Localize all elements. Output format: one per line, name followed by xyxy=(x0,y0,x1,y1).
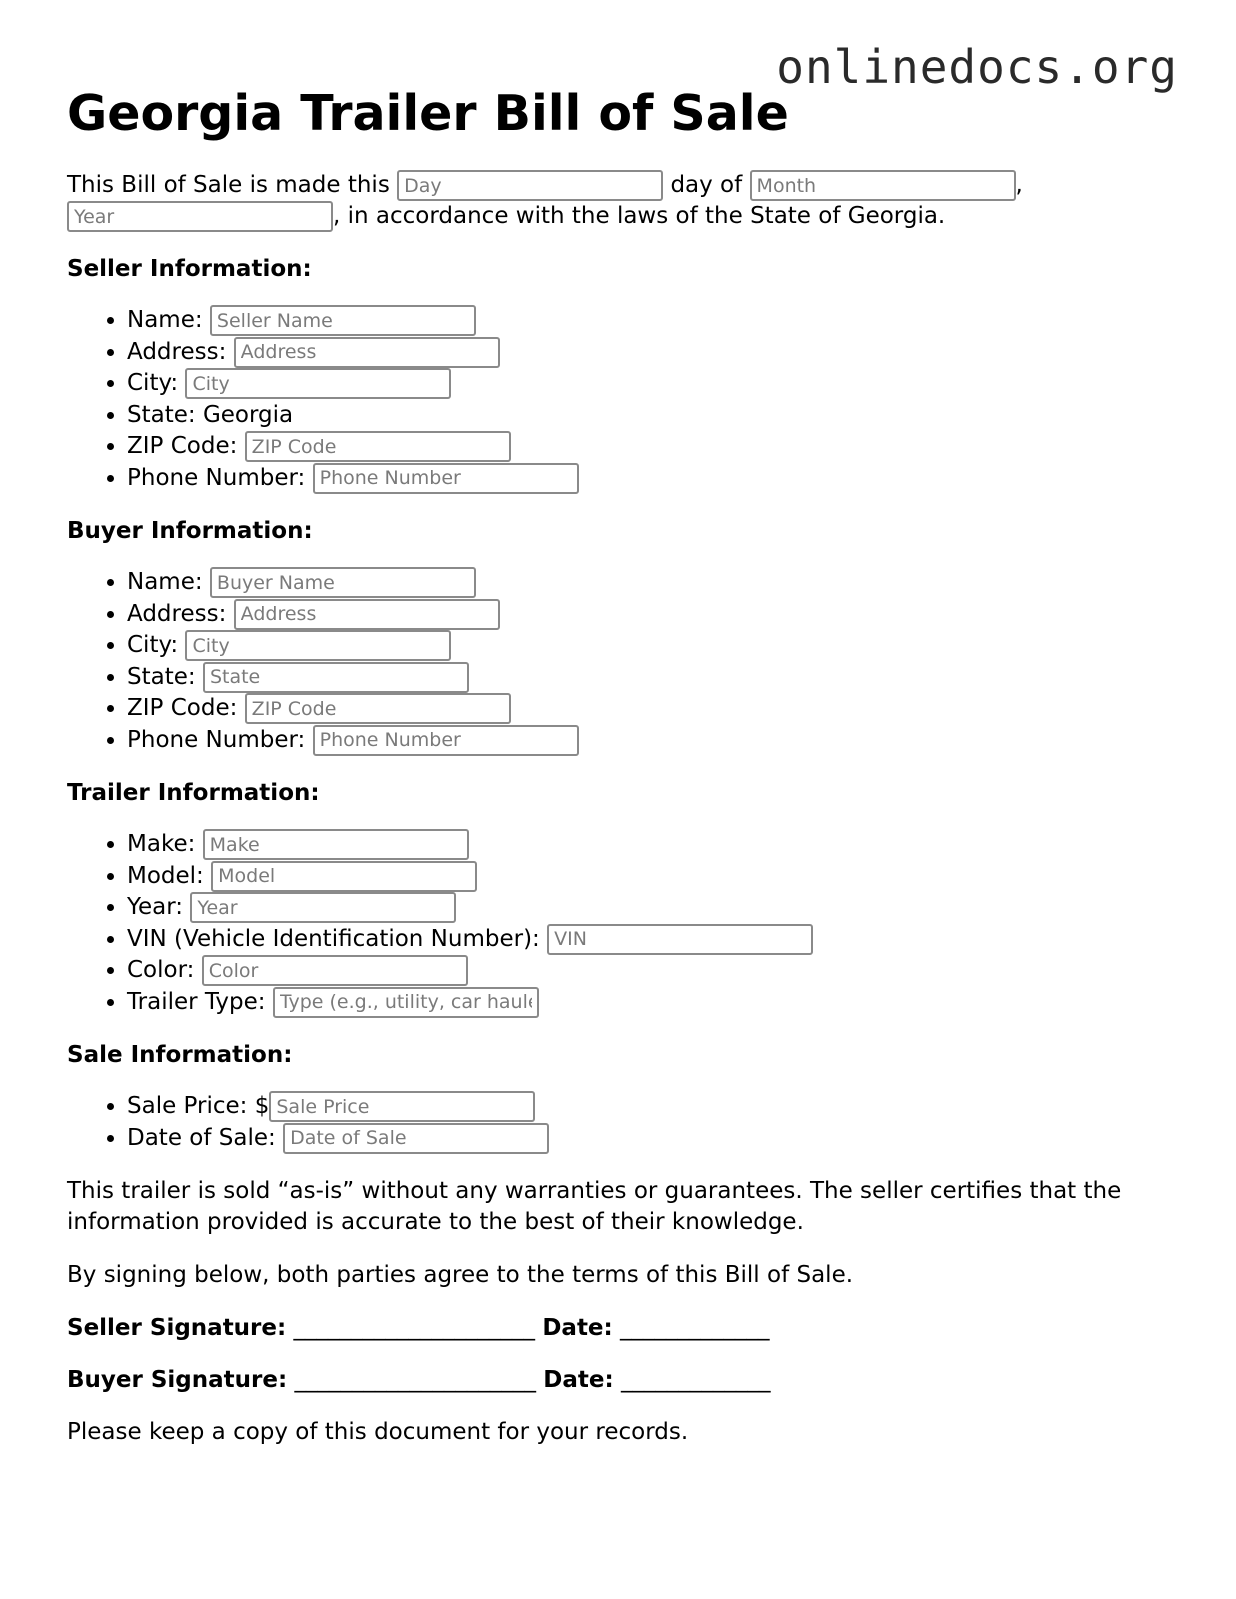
buyer-signature-label: Buyer Signature: xyxy=(67,1367,288,1394)
seller-address-input[interactable] xyxy=(234,337,500,368)
buyer-city-label: City: xyxy=(127,632,179,659)
intro-comma: , xyxy=(1015,172,1023,199)
year-input[interactable] xyxy=(67,201,333,232)
intro-paragraph xyxy=(67,170,1177,232)
buyer-state-input[interactable] xyxy=(203,662,469,693)
seller-heading: Seller Information: xyxy=(67,256,312,283)
trailer-model-label: Model: xyxy=(127,862,204,889)
seller-signature-blank: _____________________ xyxy=(293,1315,536,1342)
seller-signature-label: Seller Signature: xyxy=(67,1315,287,1342)
sale-date-label: Date of Sale: xyxy=(127,1124,276,1151)
seller-date-label: Date: xyxy=(542,1315,613,1342)
seller-zip-label: ZIP Code: xyxy=(127,433,238,460)
sale-price-label: Sale Price: $ xyxy=(127,1093,270,1120)
page-title: Georgia Trailer Bill of Sale xyxy=(67,85,789,142)
day-input[interactable] xyxy=(397,170,663,201)
sale-price-input[interactable] xyxy=(269,1091,535,1122)
buyer-address-label: Address: xyxy=(127,600,227,627)
trailer-list xyxy=(67,829,1177,1018)
seller-zip-input[interactable] xyxy=(245,431,511,462)
seller-phone-input[interactable] xyxy=(313,463,579,494)
trailer-color-input[interactable] xyxy=(202,955,468,986)
buyer-phone-label: Phone Number: xyxy=(127,726,306,753)
seller-phone-label: Phone Number: xyxy=(127,464,306,491)
seller-city-label: City: xyxy=(127,370,179,397)
list-item xyxy=(127,567,1177,599)
list-item xyxy=(127,1123,1177,1155)
trailer-type-input[interactable] xyxy=(273,987,539,1018)
list-item xyxy=(127,924,1177,956)
list-item xyxy=(127,861,1177,893)
buyer-address-input[interactable] xyxy=(234,599,500,630)
intro-text-3: , in accordance with the laws of the State of Georgia. xyxy=(333,203,946,230)
buyer-phone-input[interactable] xyxy=(313,725,579,756)
intro-text-1: This Bill of Sale is made this xyxy=(67,172,390,199)
sale-heading: Sale Information: xyxy=(67,1042,293,1069)
list-item xyxy=(127,1091,1177,1123)
seller-state-text: State: Georgia xyxy=(127,401,294,428)
trailer-color-label: Color: xyxy=(127,957,195,984)
seller-name-label: Name: xyxy=(127,307,203,334)
buyer-state-label: State: xyxy=(127,663,196,690)
list-item xyxy=(127,662,1177,694)
trailer-year-label: Year: xyxy=(127,894,184,921)
seller-name-input[interactable] xyxy=(210,305,476,336)
trailer-year-input[interactable] xyxy=(190,892,456,923)
buyer-list xyxy=(67,567,1177,756)
list-item xyxy=(127,955,1177,987)
trailer-type-label: Trailer Type: xyxy=(127,988,266,1015)
seller-city-input[interactable] xyxy=(185,368,451,399)
list-item xyxy=(127,599,1177,631)
seller-signature-line xyxy=(67,1313,1177,1344)
buyer-date-label: Date: xyxy=(543,1367,614,1394)
list-item xyxy=(127,305,1177,337)
list-item xyxy=(127,725,1177,757)
trailer-make-input[interactable] xyxy=(203,829,469,860)
list-item xyxy=(127,630,1177,662)
buyer-date-blank: _____________ xyxy=(621,1367,771,1394)
buyer-name-input[interactable] xyxy=(210,567,476,598)
intro-text-2: day of xyxy=(670,172,743,199)
list-item xyxy=(127,431,1177,463)
buyer-heading: Buyer Information: xyxy=(67,518,313,545)
list-item xyxy=(127,337,1177,369)
list-item xyxy=(127,400,1177,432)
list-item xyxy=(127,368,1177,400)
list-item xyxy=(127,987,1177,1019)
trailer-vin-input[interactable] xyxy=(547,924,813,955)
as-is-paragraph: This trailer is sold “as-is” without any warranties or guarantees. The seller certifies that the information provided is accurate to the best of their knowledge. xyxy=(67,1178,1122,1236)
buyer-signature-blank: _____________________ xyxy=(294,1367,536,1394)
buyer-zip-label: ZIP Code: xyxy=(127,695,238,722)
seller-list xyxy=(67,305,1177,494)
agree-paragraph: By signing below, both parties agree to the terms of this Bill of Sale. xyxy=(67,1262,854,1289)
trailer-heading: Trailer Information: xyxy=(67,780,320,807)
buyer-city-input[interactable] xyxy=(185,630,451,661)
list-item xyxy=(127,829,1177,861)
buyer-zip-input[interactable] xyxy=(245,693,511,724)
seller-date-blank: _____________ xyxy=(620,1315,770,1342)
buyer-signature-line xyxy=(67,1365,1177,1396)
trailer-make-label: Make: xyxy=(127,831,196,858)
list-item xyxy=(127,693,1177,725)
document xyxy=(67,86,1177,1448)
trailer-model-input[interactable] xyxy=(211,861,477,892)
seller-address-label: Address: xyxy=(127,338,227,365)
sale-date-input[interactable] xyxy=(283,1123,549,1154)
list-item xyxy=(127,892,1177,924)
watermark: onlinedocs.org xyxy=(776,40,1178,94)
list-item xyxy=(127,463,1177,495)
month-input[interactable] xyxy=(750,170,1016,201)
sale-list xyxy=(67,1091,1177,1154)
footer-note: Please keep a copy of this document for your records. xyxy=(67,1419,689,1446)
buyer-name-label: Name: xyxy=(127,569,203,596)
trailer-vin-label: VIN (Vehicle Identification Number): xyxy=(127,925,540,952)
